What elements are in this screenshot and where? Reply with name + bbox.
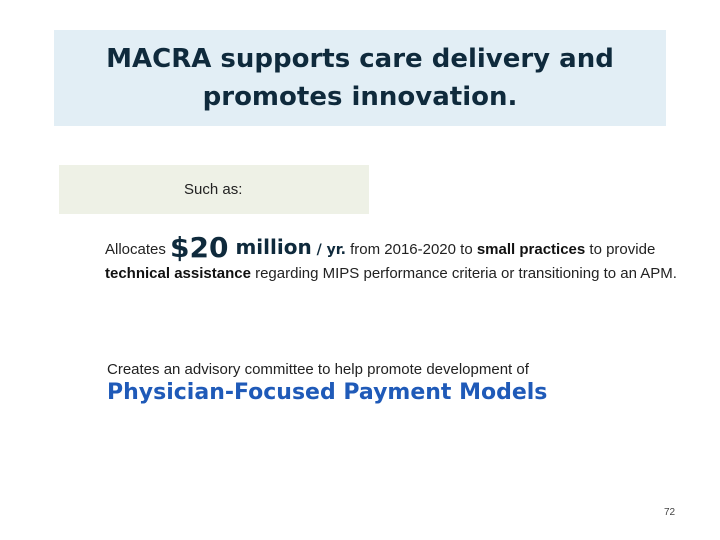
slide-title-line-2: promotes innovation. (202, 82, 518, 112)
page-number: 72 (664, 507, 676, 518)
funding-period: / yr. (311, 242, 346, 258)
such-as-box (59, 165, 369, 214)
slide-title-line-1: MACRA supports care delivery and (106, 44, 614, 74)
pfpm-emphasis: Physician-Focused Payment Models (107, 380, 548, 405)
mips-criteria-text: regarding MIPS performance criteria or transitioning to an APM. (250, 265, 677, 282)
technical-assistance-text: technical assistance (105, 265, 251, 282)
small-practices-text: small practices (476, 241, 586, 258)
funding-paragraph (105, 231, 680, 285)
allocates-text: Allocates (105, 241, 171, 258)
funding-amount: $20 (170, 231, 229, 264)
advisory-committee-text: Creates an advisory committee to help promote development of (107, 361, 529, 378)
title-banner (54, 30, 666, 126)
to-provide-text: to provide (585, 241, 656, 258)
such-as-label: Such as: (184, 181, 243, 198)
funding-unit: million (228, 235, 312, 259)
from-years-text: from 2016-2020 to (345, 241, 477, 258)
